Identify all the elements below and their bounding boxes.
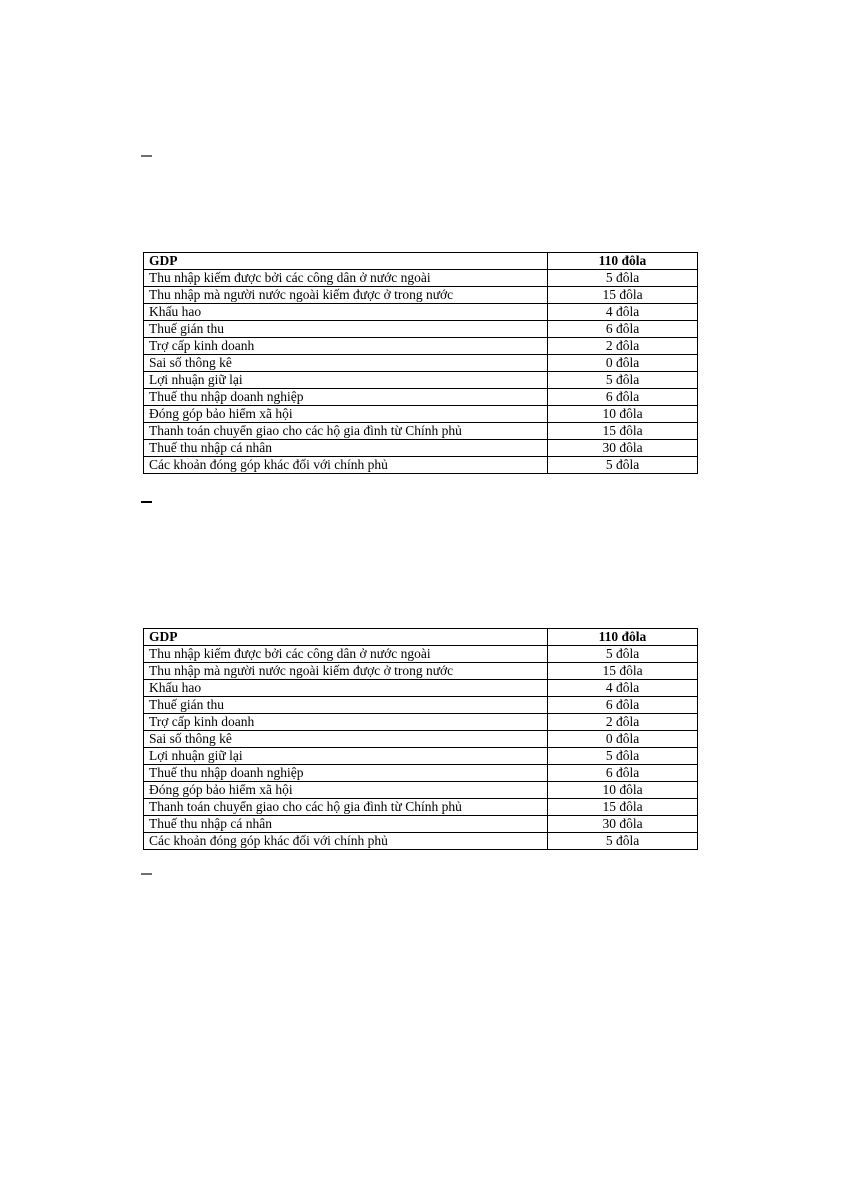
row-value: 5 đôla (548, 372, 698, 389)
row-value: 0 đôla (548, 355, 698, 372)
row-value: 2 đôla (548, 714, 698, 731)
row-value: 10 đôla (548, 406, 698, 423)
row-value: 6 đôla (548, 389, 698, 406)
row-value: 5 đôla (548, 833, 698, 850)
row-label: Thanh toán chuyển giao cho các hộ gia đình từ Chính phủ (144, 799, 548, 816)
table-row (144, 355, 698, 372)
row-value: 6 đôla (548, 697, 698, 714)
row-label: Trợ cấp kinh doanh (144, 338, 548, 355)
row-label: Thanh toán chuyển giao cho các hộ gia đình từ Chính phủ (144, 423, 548, 440)
table-row (144, 304, 698, 321)
row-value: 5 đôla (548, 270, 698, 287)
row-label: Thuế gián thu (144, 321, 548, 338)
table-row (144, 372, 698, 389)
row-value: 5 đôla (548, 646, 698, 663)
row-label: Các khoản đóng góp khác đối với chính phủ (144, 457, 548, 474)
table-row (144, 765, 698, 782)
row-label: Thuế thu nhập cá nhân (144, 440, 548, 457)
table-row (144, 338, 698, 355)
row-label: Lợi nhuận giữ lại (144, 748, 548, 765)
table-row (144, 287, 698, 304)
row-label: Thuế thu nhập doanh nghiệp (144, 389, 548, 406)
table-row (144, 663, 698, 680)
header-value: 110 đôla (548, 253, 698, 270)
row-label: Sai số thông kê (144, 731, 548, 748)
row-value: 6 đôla (548, 321, 698, 338)
table-row (144, 748, 698, 765)
header-label: GDP (144, 253, 548, 270)
row-value: 10 đôla (548, 782, 698, 799)
row-value: 15 đôla (548, 799, 698, 816)
table-header-row (144, 253, 698, 270)
row-value: 5 đôla (548, 457, 698, 474)
table-row (144, 782, 698, 799)
row-value: 2 đôla (548, 338, 698, 355)
table-row (144, 799, 698, 816)
table-row (144, 423, 698, 440)
row-value: 6 đôla (548, 765, 698, 782)
row-label: Khấu hao (144, 304, 548, 321)
row-label: Thuế thu nhập doanh nghiệp (144, 765, 548, 782)
table-row (144, 321, 698, 338)
paragraph-dash-mark (141, 155, 152, 157)
table-row (144, 457, 698, 474)
row-label: Các khoản đóng góp khác đối với chính phủ (144, 833, 548, 850)
table-row (144, 697, 698, 714)
row-label: Lợi nhuận giữ lại (144, 372, 548, 389)
table-row (144, 646, 698, 663)
row-value: 0 đôla (548, 731, 698, 748)
row-label: Đóng góp bảo hiểm xã hội (144, 406, 548, 423)
row-label: Thu nhập kiếm được bởi các công dân ở nước ngoài (144, 270, 548, 287)
table-row (144, 389, 698, 406)
row-label: Thu nhập mà người nước ngoài kiếm được ở trong nước (144, 663, 548, 680)
header-label: GDP (144, 629, 548, 646)
row-label: Thuế gián thu (144, 697, 548, 714)
row-label: Thu nhập mà người nước ngoài kiếm được ở trong nước (144, 287, 548, 304)
table-row (144, 714, 698, 731)
table-row (144, 680, 698, 697)
row-label: Đóng góp bảo hiểm xã hội (144, 782, 548, 799)
row-value: 15 đôla (548, 663, 698, 680)
row-value: 4 đôla (548, 304, 698, 321)
gdp-table-1 (143, 252, 698, 474)
paragraph-dash-mark (141, 873, 152, 875)
row-value: 30 đôla (548, 440, 698, 457)
row-value: 4 đôla (548, 680, 698, 697)
table-row (144, 833, 698, 850)
row-label: Thuế thu nhập cá nhân (144, 816, 548, 833)
table-row (144, 440, 698, 457)
table-header-row (144, 629, 698, 646)
row-label: Sai số thông kê (144, 355, 548, 372)
table-row (144, 731, 698, 748)
row-value: 30 đôla (548, 816, 698, 833)
row-value: 15 đôla (548, 423, 698, 440)
row-value: 5 đôla (548, 748, 698, 765)
row-label: Trợ cấp kinh doanh (144, 714, 548, 731)
row-value: 15 đôla (548, 287, 698, 304)
paragraph-dash-mark (141, 501, 152, 503)
table-row (144, 270, 698, 287)
row-label: Khấu hao (144, 680, 548, 697)
table-row (144, 816, 698, 833)
row-label: Thu nhập kiếm được bởi các công dân ở nước ngoài (144, 646, 548, 663)
table-row (144, 406, 698, 423)
gdp-table-2 (143, 628, 698, 850)
header-value: 110 đôla (548, 629, 698, 646)
